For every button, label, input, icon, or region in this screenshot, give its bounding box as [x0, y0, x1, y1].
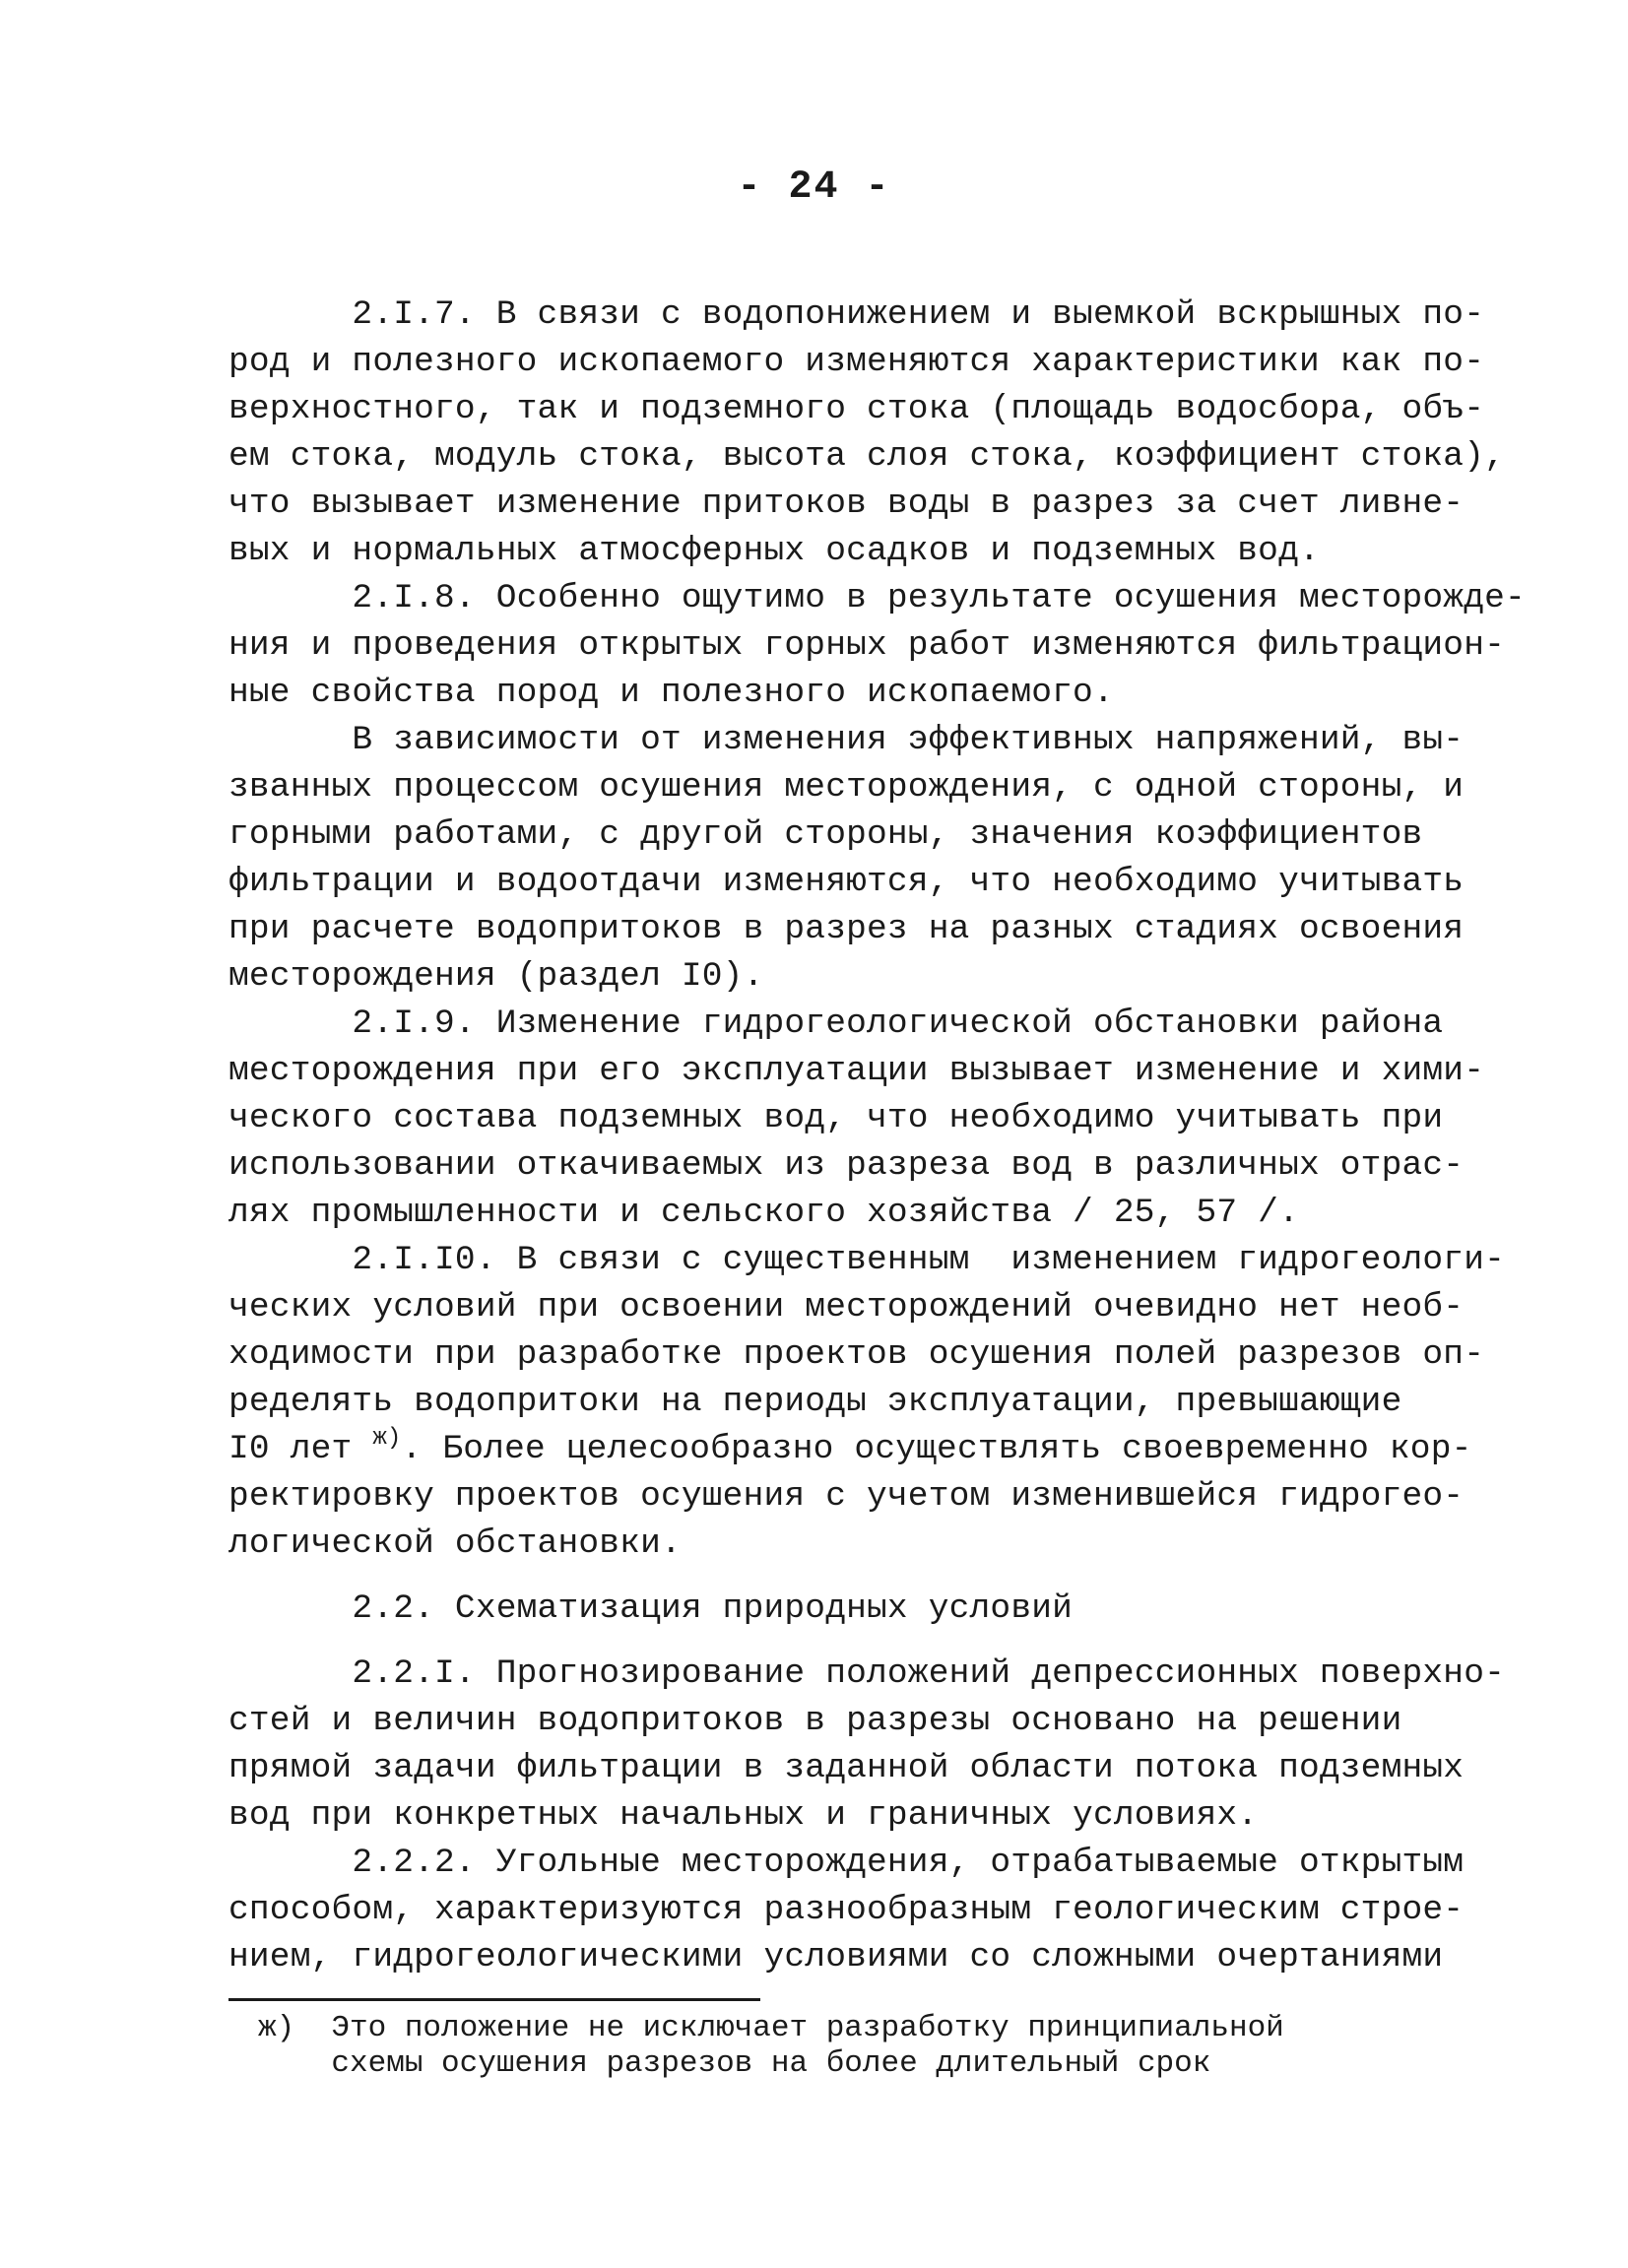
text-line: В зависимости от изменения эффективных напряжений, вы-: [228, 721, 1465, 759]
text-line: 2.I.9. Изменение гидрогеологической обстановки района: [228, 1004, 1444, 1043]
text-line: род и полезного ископаемого изменяются характеристики как по-: [228, 343, 1485, 381]
text-line: вод при конкретных начальных и граничных условиях.: [228, 1796, 1259, 1835]
text-line: ректировку проектов осушения с учетом изменившейся гидрогео-: [228, 1477, 1465, 1516]
text-line-with-footnote-mark: [228, 1425, 1472, 1473]
footnote-reference-mark: ж): [372, 1425, 402, 1452]
text-line: стей и величин водопритоков в разрезы основано на решении: [228, 1702, 1402, 1740]
footnote-line: ж) Это положение не исключает разработку принципиальной: [258, 2011, 1284, 2045]
text-line: 2.I.8. Особенно ощутимо в результате осушения месторожде-: [228, 579, 1526, 617]
text-line: использовании откачиваемых из разреза вод в различных отрас-: [228, 1146, 1465, 1185]
section-heading: 2.2. Схематизация природных условий: [228, 1589, 1074, 1628]
footnote-line: схемы осушения разрезов на более длительный срок: [258, 2046, 1211, 2081]
text-line: что вызывает изменение притоков воды в разрез за счет ливне-: [228, 485, 1465, 523]
text-line: ния и проведения открытых горных работ изменяются фильтрацион-: [228, 626, 1506, 665]
text-line: ные свойства пород и полезного ископаемого.: [228, 674, 1114, 712]
page-number: - 24 -: [737, 165, 891, 210]
text-line: при расчете водопритоков в разрез на разных стадиях освоения: [228, 910, 1465, 948]
body-text: [228, 292, 1526, 1981]
text-line: ем стока, модуль стока, высота слоя стока, коэффициент стока),: [228, 437, 1506, 476]
text-line: ределять водопритоки на периоды эксплуатации, превышающие: [228, 1383, 1402, 1421]
text-line: прямой задачи фильтрации в заданной области потока подземных: [228, 1749, 1465, 1787]
text-line: 2.I.7. В связи с водопонижением и выемкой вскрышных по-: [228, 295, 1485, 334]
text-line: логической обстановки.: [228, 1524, 682, 1563]
footnote: [258, 2011, 1391, 2082]
text-line: способом, характеризуются разнообразным геологическим строе-: [228, 1891, 1465, 1929]
text-line: лях промышленности и сельского хозяйства / 25, 57 /.: [228, 1194, 1299, 1232]
paragraph-gap: [228, 1568, 1406, 1586]
text-line: 2.2.2. Угольные месторождения, отрабатываемые открытым: [228, 1844, 1465, 1882]
text-line: 2.2.I. Прогнозирование положений депрессионных поверхно-: [228, 1654, 1506, 1693]
paragraph-gap: [228, 1633, 1406, 1651]
text-line: ходимости при разработке проектов осушения полей разрезов оп-: [228, 1335, 1485, 1374]
text-line: горными работами, с другой стороны, значения коэффициентов: [228, 815, 1423, 854]
text-line: верхностного, так и подземного стока (площадь водосбора, объ-: [228, 390, 1485, 428]
text-line: вых и нормальных атмосферных осадков и подземных вод.: [228, 532, 1320, 570]
text-line: ческих условий при освоении месторождений очевидно нет необ-: [228, 1288, 1465, 1327]
text-line: нием, гидрогеологическими условиями со сложными очертаниями: [228, 1938, 1444, 1976]
text-line: месторождения (раздел I0).: [228, 957, 764, 996]
text-fragment: I0 лет: [228, 1430, 373, 1468]
text-line: месторождения при его эксплуатации вызывает изменение и хими-: [228, 1052, 1485, 1090]
text-line: фильтрации и водоотдачи изменяются, что необходимо учитывать: [228, 863, 1465, 901]
footnote-divider: [228, 1998, 760, 2001]
text-line: ческого состава подземных вод, что необходимо учитывать при: [228, 1099, 1444, 1137]
text-line: 2.I.I0. В связи с существенным изменением гидрогеологи-: [228, 1241, 1506, 1279]
text-fragment: . Более целесообразно осуществлять своевременно кор-: [401, 1430, 1472, 1468]
text-line: званных процессом осушения месторождения, с одной стороны, и: [228, 768, 1465, 807]
